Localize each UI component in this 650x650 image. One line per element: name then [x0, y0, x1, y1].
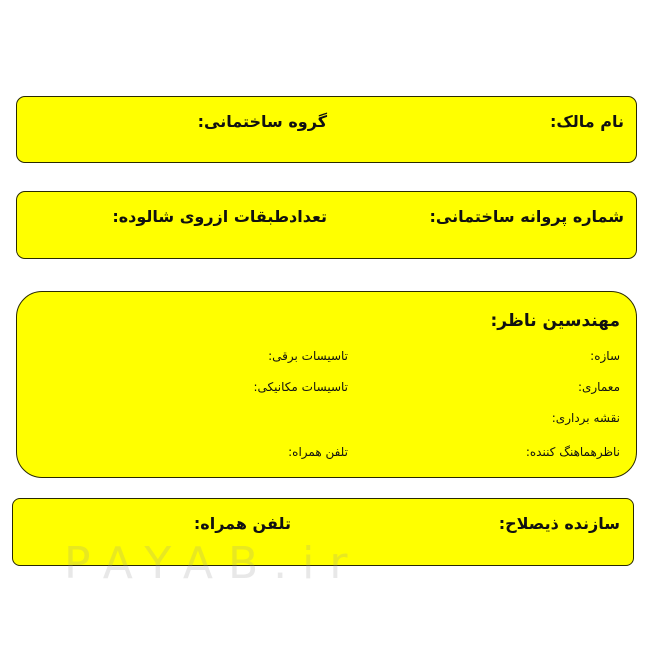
structure-label: سازه:	[590, 349, 620, 363]
floors-count-label: تعدادطبقات ازروی شالوده:	[112, 207, 327, 226]
surveying-label: نقشه برداری:	[551, 411, 620, 425]
builder-phone-label: تلفن همراه:	[193, 514, 291, 533]
electrical-label: تاسیسات برقی:	[268, 349, 348, 363]
owner-name-label: نام مالک:	[549, 112, 624, 131]
supervisor-phone-label: تلفن همراه:	[288, 445, 348, 459]
coordinator-label: ناظرهماهنگ کننده:	[525, 445, 620, 459]
builder-label: سازنده ذیصلاح:	[498, 514, 620, 533]
supervisors-title: مهندسین ناظر:	[490, 311, 620, 331]
watermark-text: PAYAB.ir	[64, 538, 363, 589]
building-group-label: گروه ساختمانی:	[197, 112, 327, 131]
permit-number-label: شماره پروانه ساختمانی:	[429, 207, 624, 226]
mechanical-label: تاسیسات مکانیکی:	[253, 380, 348, 394]
architecture-label: معماری:	[577, 380, 620, 394]
